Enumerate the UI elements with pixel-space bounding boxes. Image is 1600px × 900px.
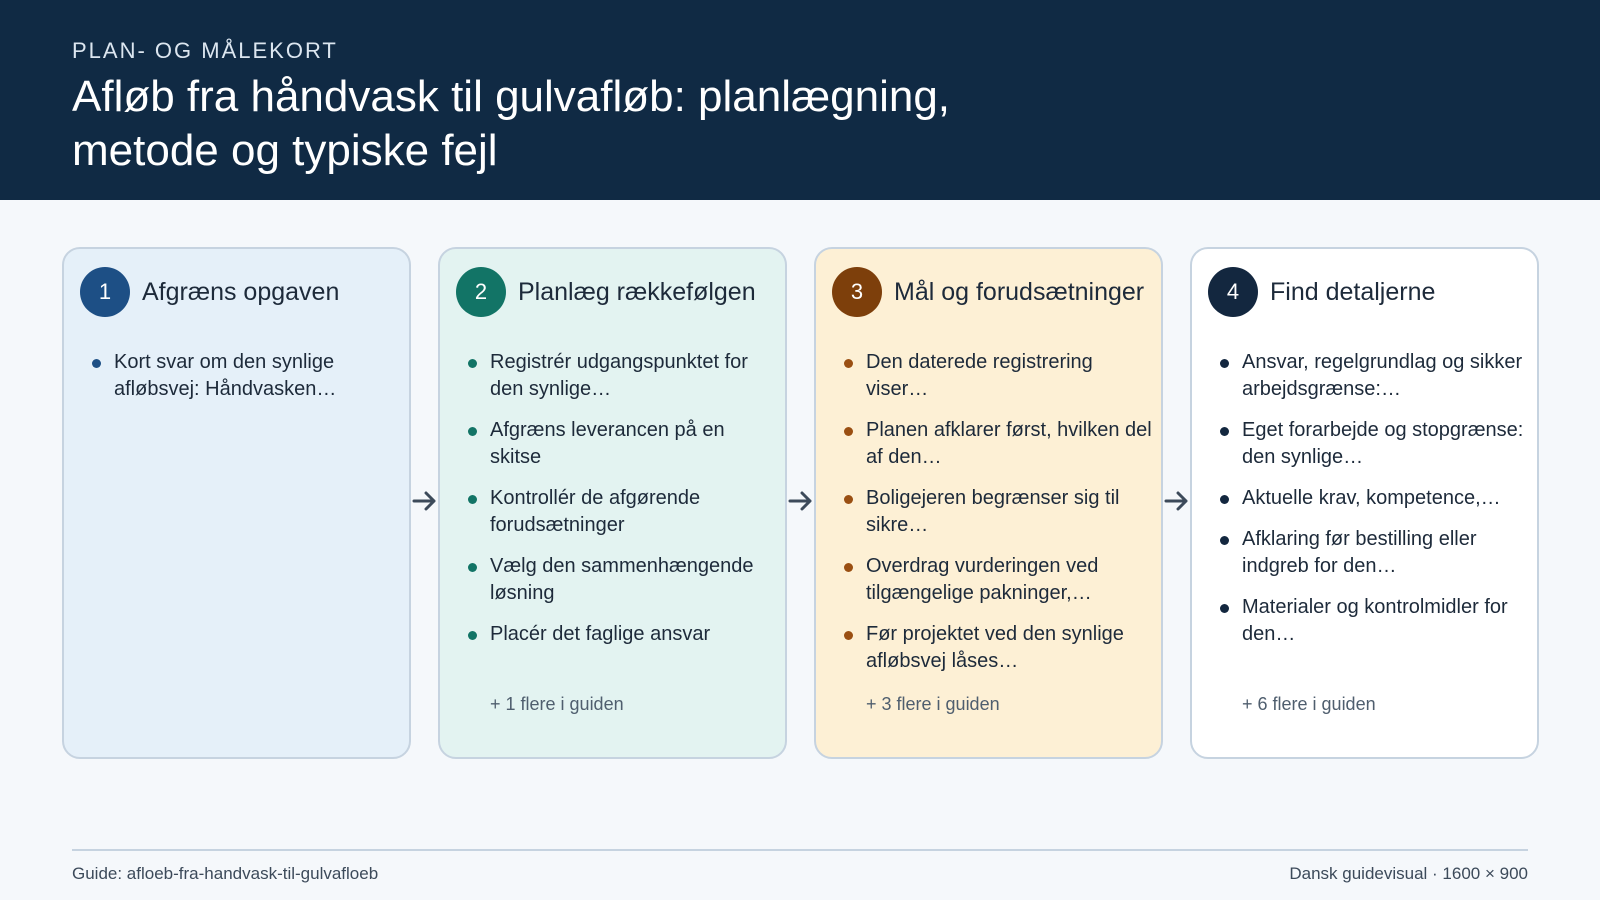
more-in-guide-label: + 3 flere i guiden <box>866 694 1000 714</box>
list-item <box>1218 594 1528 648</box>
bullet-icon <box>844 495 853 504</box>
bullet-icon <box>468 631 477 640</box>
bullet-icon <box>468 359 477 368</box>
bullet-icon <box>844 427 853 436</box>
bullet-icon <box>1220 604 1229 613</box>
more-in-guide-label: + 6 flere i guiden <box>1242 694 1376 714</box>
bullet-icon <box>844 563 853 572</box>
list-item <box>842 417 1152 471</box>
list-item-text: Kort svar om den synlige afløbsvej: Håndvasken… <box>114 351 337 400</box>
list-item-text: Vælg den sammenhængende løsning <box>490 555 754 604</box>
step-title-4: Find detaljerne <box>1270 278 1436 306</box>
list-item <box>466 485 776 539</box>
footer-divider <box>72 849 1528 851</box>
list-item-text: Afklaring før bestilling eller indgreb for den… <box>1242 528 1477 577</box>
list-item-text: Aktuelle krav, kompetence,… <box>1242 487 1501 509</box>
step-title-3: Mål og forudsætninger <box>894 278 1145 306</box>
list-item-text: Den daterede registrering viser… <box>866 351 1093 400</box>
list-item-text: Boligejeren begrænser sig til sikre… <box>866 487 1120 536</box>
list-item <box>1218 485 1528 512</box>
list-item <box>842 553 1152 607</box>
list-item-text: Før projektet ved den synlige afløbsvej låses… <box>866 623 1124 672</box>
list-item-text: Eget forarbejde og stopgrænse: den synlige… <box>1242 419 1524 468</box>
list-item <box>466 621 776 648</box>
list-item <box>466 417 776 471</box>
list-item-text: Placér det faglige ansvar <box>490 623 711 645</box>
list-item-text: Ansvar, regelgrundlag og sikker arbejdsgrænse:… <box>1242 351 1523 400</box>
list-item <box>1218 349 1528 403</box>
list-item <box>90 349 400 403</box>
bullet-icon <box>844 631 853 640</box>
step-list-1 <box>90 349 400 417</box>
footer-guide-slug: Guide: afloeb-fra-handvask-til-gulvafloeb <box>72 864 379 883</box>
step-list-4 <box>1218 349 1528 662</box>
list-item-text: Planen afklarer først, hvilken del af den… <box>866 419 1152 468</box>
list-item-text: Kontrollér de afgørende forudsætninger <box>490 487 701 536</box>
footer-meta: Dansk guidevisual · 1600 × 900 <box>1289 864 1528 883</box>
arrow-right-icon <box>412 488 438 514</box>
bullet-icon <box>468 563 477 572</box>
step-badge-1: 1 <box>80 267 130 317</box>
step-card-1 <box>62 247 411 759</box>
eyebrow-label: PLAN- OG MÅLEKORT <box>72 38 338 63</box>
step-list-2 <box>466 349 776 662</box>
bullet-icon <box>468 427 477 436</box>
bullet-icon <box>92 359 101 368</box>
bullet-icon <box>1220 495 1229 504</box>
list-item-text: Afgræns leverancen på en skitse <box>490 419 725 468</box>
list-item <box>842 349 1152 403</box>
arrow-right-icon <box>788 488 814 514</box>
page-title: Afløb fra håndvask til gulvafløb: planlægning, metode og typiske fejl <box>72 72 951 175</box>
list-item <box>466 553 776 607</box>
header-banner <box>0 0 1600 200</box>
bullet-icon <box>1220 359 1229 368</box>
bullet-icon <box>1220 536 1229 545</box>
list-item-text: Materialer og kontrolmidler for den… <box>1242 596 1508 645</box>
list-item <box>842 485 1152 539</box>
step-badge-3: 3 <box>832 267 882 317</box>
bullet-icon <box>468 495 477 504</box>
step-title-2: Planlæg rækkefølgen <box>518 278 756 306</box>
list-item-text: Registrér udgangspunktet for den synlige… <box>490 351 748 400</box>
step-list-3 <box>842 349 1152 689</box>
list-item <box>1218 526 1528 580</box>
list-item <box>842 621 1152 675</box>
step-badge-2: 2 <box>456 267 506 317</box>
step-badge-4: 4 <box>1208 267 1258 317</box>
arrow-right-icon <box>1164 488 1190 514</box>
list-item <box>1218 417 1528 471</box>
list-item-text: Overdrag vurderingen ved tilgængelige pakninger,… <box>866 555 1099 604</box>
step-card-2 <box>438 247 787 759</box>
step-title-1: Afgræns opgaven <box>142 278 340 306</box>
more-in-guide-label: + 1 flere i guiden <box>490 694 624 714</box>
bullet-icon <box>1220 427 1229 436</box>
list-item <box>466 349 776 403</box>
step-card-4 <box>1190 247 1539 759</box>
step-card-3 <box>814 247 1163 759</box>
bullet-icon <box>844 359 853 368</box>
